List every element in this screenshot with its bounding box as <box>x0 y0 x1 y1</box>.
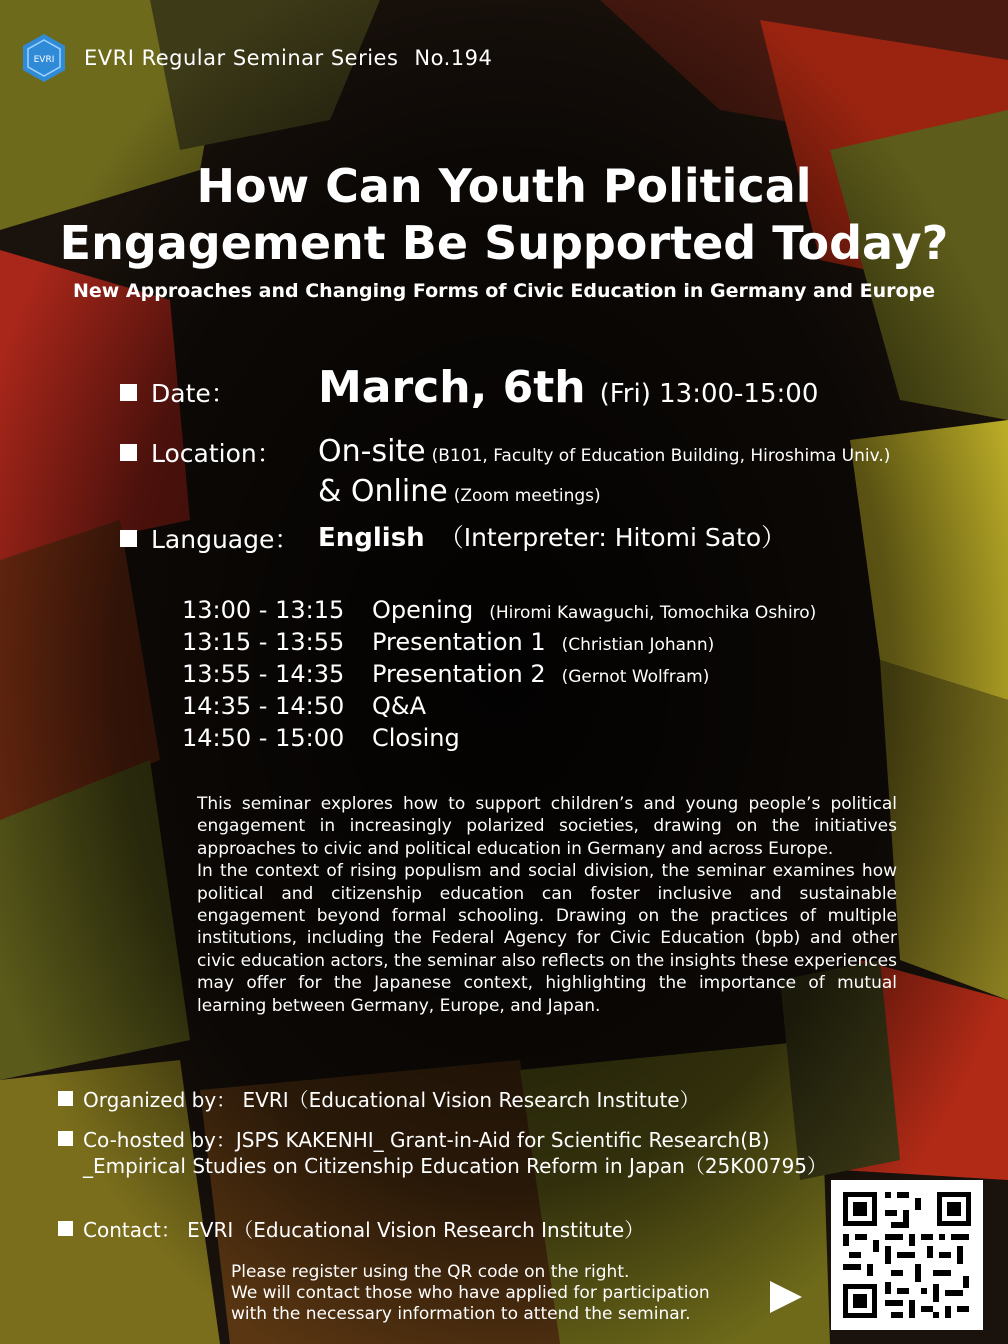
onsite-text: On-site <box>318 434 426 469</box>
date-main: March, 6th <box>318 362 586 413</box>
qr-code-icon[interactable] <box>831 1180 983 1330</box>
contact: Contact： EVRI（Educational Vision Research Institute） <box>58 1214 644 1243</box>
register-line-2: We will contact those who have applied for participation <box>231 1283 710 1303</box>
program-time: 14:35 - 14:50 <box>182 692 345 720</box>
bullet-square <box>120 444 137 461</box>
program-name: Presentation 1 <box>372 628 546 656</box>
location-onsite <box>318 434 890 469</box>
language-text: English <box>318 523 425 553</box>
date-time: (Fri) 13:00-15:00 <box>599 379 819 409</box>
date-label: Date： <box>120 374 236 410</box>
cohosted-by-line-2: _Empirical Studies on Citizenship Education Reform in Japan（25K00795） <box>83 1154 828 1178</box>
program-row <box>182 724 816 756</box>
program-name: Presentation 2 <box>372 660 546 688</box>
interpreter-text: （Interpreter: Hitomi Sato） <box>438 523 787 552</box>
bullet-square <box>120 530 137 547</box>
onsite-detail: (B101, Faculty of Education Building, Hiroshima Univ.) <box>431 446 891 466</box>
program-speakers: (Gernot Wolfram) <box>561 667 710 687</box>
program-row <box>182 596 816 628</box>
organized-by: Organized by： EVRI（Educational Vision Research Institute） <box>58 1084 700 1113</box>
logo-text: EVRI <box>33 55 55 65</box>
program-speakers: (Hiromi Kawaguchi, Tomochika Oshiro) <box>489 603 817 623</box>
language-label: Language： <box>120 520 299 556</box>
description-paragraph-2: In the context of rising populism and social division, the seminar examines how political and citizenship education can foster inclusive and sustainable engagement beyond formal schooling. Drawing on the practices of multiple institutions, including the Federal Agency for Civic Education (bpb) and other civic education actors, the seminar also reflects on the insights these experiences may offer for the Japanese context, highlighting the importance of mutual learning between Germany, Europe, and Japan. <box>197 861 897 1016</box>
series-number: No.194 <box>414 46 493 70</box>
series-title <box>84 46 492 70</box>
evri-logo-icon <box>18 32 70 84</box>
play-arrow-icon <box>768 1279 804 1315</box>
series-name: EVRI Regular Seminar Series <box>84 46 399 70</box>
seminar-description <box>197 793 897 1017</box>
header <box>18 32 492 84</box>
bullet-square <box>58 1131 73 1146</box>
program-row <box>182 628 816 660</box>
program-speakers: (Christian Johann) <box>561 635 715 655</box>
program-row <box>182 692 816 724</box>
date-value <box>318 362 818 413</box>
register-line-1: Please register using the QR code on the right. <box>231 1262 630 1282</box>
program-name: Opening <box>372 596 474 624</box>
page-subtitle: New Approaches and Changing Forms of Civic Education in Germany and Europe <box>72 280 936 302</box>
register-line-3: with the necessary information to attend the seminar. <box>231 1304 691 1324</box>
program-time: 14:50 - 15:00 <box>182 724 345 752</box>
program-row <box>182 660 816 692</box>
bullet-square <box>58 1221 73 1236</box>
description-paragraph-1: This seminar explores how to support children’s and young people’s political engagement in increasingly polarized societies, drawing on the initiatives approaches to civic and political education in Germany and across Europe. <box>197 794 897 859</box>
program-time: 13:55 - 14:35 <box>182 660 345 688</box>
title-line-1: How Can Youth Political <box>196 159 812 213</box>
program-time: 13:00 - 13:15 <box>182 596 345 624</box>
program-time: 13:15 - 13:55 <box>182 628 345 656</box>
language-value <box>318 518 786 554</box>
cohosted-by: Co-hosted by：JSPS KAKENHI_ Grant-in-Aid for Scientific Research(B) <box>58 1124 770 1153</box>
bullet-square <box>120 384 137 401</box>
online-text: & Online <box>318 474 448 509</box>
online-detail: (Zoom meetings) <box>453 486 601 506</box>
register-note <box>231 1262 710 1325</box>
bullet-square <box>58 1091 73 1106</box>
location-online <box>318 474 601 509</box>
program-name: Q&A <box>372 692 427 720</box>
title-line-2: Engagement Be Supported Today? <box>59 216 949 270</box>
program-name: Closing <box>372 724 460 752</box>
page-title <box>0 158 1008 272</box>
program-schedule <box>182 596 816 756</box>
location-label: Location： <box>120 434 282 470</box>
